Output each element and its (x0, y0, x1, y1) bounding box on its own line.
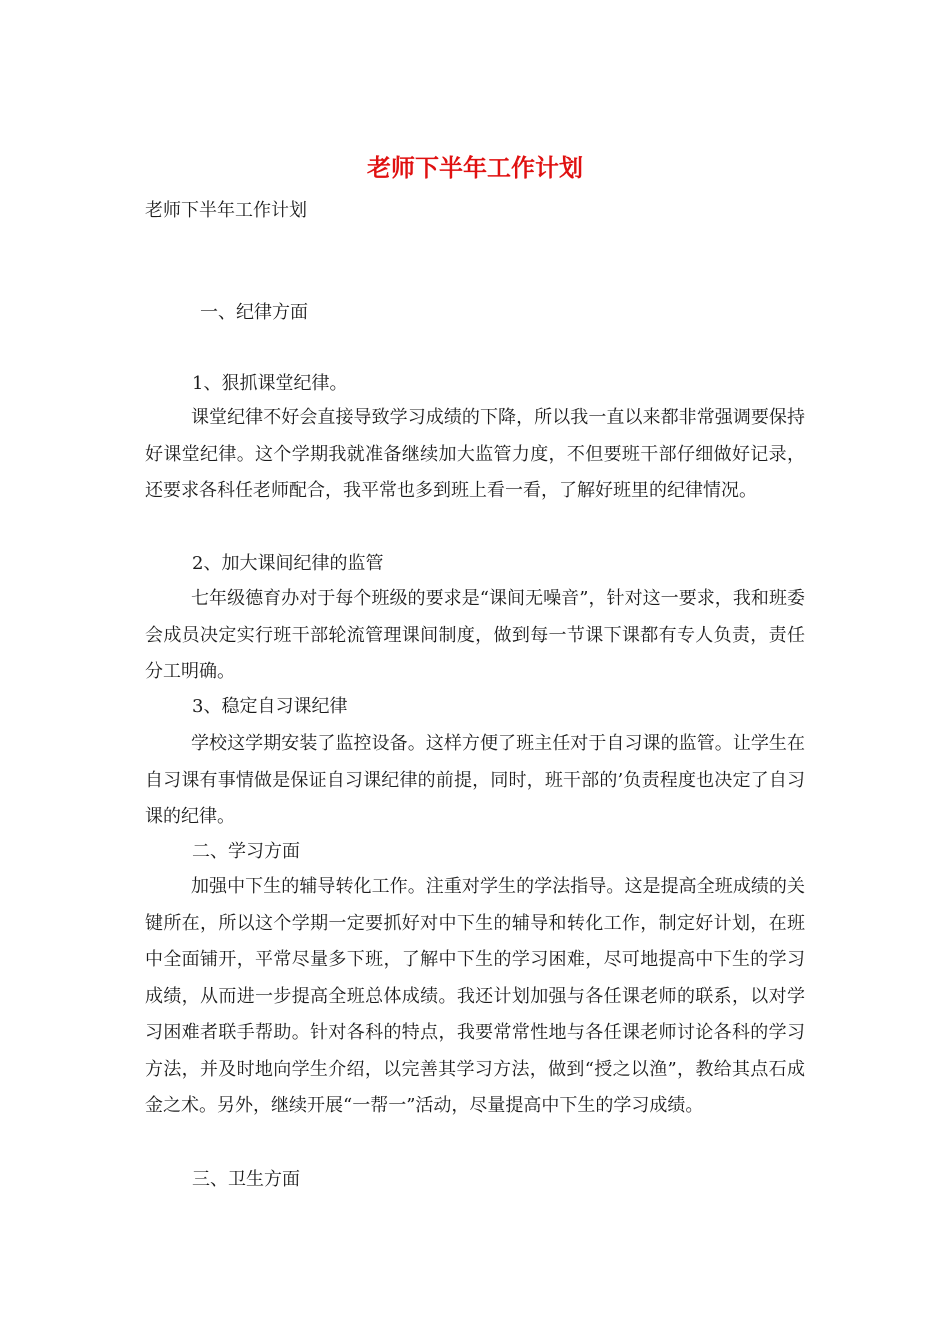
paragraph-text: 课堂纪律不好会直接导致学习成绩的下降，所以我一直以来都非常强调要保持好课堂纪律。这个学期我就准备继续加大监管力度，不但要班干部仔细做好记录，还要求各科任老师配合，我平常也多到班上看一看，了解好班里的纪律情况。 (145, 407, 805, 501)
document-subtitle: 老师下半年工作计划 (145, 200, 307, 221)
item-heading-classroom-discipline: 1、狠抓课堂纪律。 (192, 373, 348, 394)
paragraph-break-discipline (145, 581, 805, 691)
paragraph-text: 学校这学期安装了监控设备。这样方便了班主任对于自习课的监管。让学生在自习课有事情做是保证自习课纪律的前提，同时，班干部的’负责程度也决定了自习课的纪律。 (145, 733, 805, 827)
paragraph-study (145, 869, 805, 1125)
item-heading-self-study: 3、稳定自习课纪律 (192, 696, 348, 717)
paragraph-self-study (145, 726, 805, 836)
paragraph-text: 七年级德育办对于每个班级的要求是“课间无噪音”，针对这一要求，我和班委会成员决定实行班干部轮流管理课间制度，做到每一节课下课都有专人负责，责任分工明确。 (145, 588, 805, 682)
document-title: 老师下半年工作计划 (367, 153, 583, 182)
item-heading-break-discipline: 2、加大课间纪律的监管 (192, 553, 384, 574)
section-heading-discipline: 一、纪律方面 (200, 302, 308, 323)
section-heading-study: 二、学习方面 (192, 841, 300, 862)
section-heading-hygiene: 三、卫生方面 (192, 1169, 300, 1190)
paragraph-text: 加强中下生的辅导转化工作。注重对学生的学法指导。这是提高全班成绩的关键所在，所以这个学期一定要抓好对中下生的辅导和转化工作，制定好计划，在班中全面铺开，平常尽量多下班，了解中下生的学习困难，尽可地提高中下生的学习成绩，从而进一步提高全班总体成绩。我还计划加强与各任课老师的联系，以对学习困难者联手帮助。针对各科的特点，我要常常性地与各任课老师讨论各科的学习方法，并及时地向学生介绍，以完善其学习方法，做到“授之以渔”，教给其点石成金之术。另外，继续开展“一帮一”活动，尽量提高中下生的学习成绩。 (145, 876, 805, 1116)
paragraph-classroom-discipline (145, 400, 805, 510)
